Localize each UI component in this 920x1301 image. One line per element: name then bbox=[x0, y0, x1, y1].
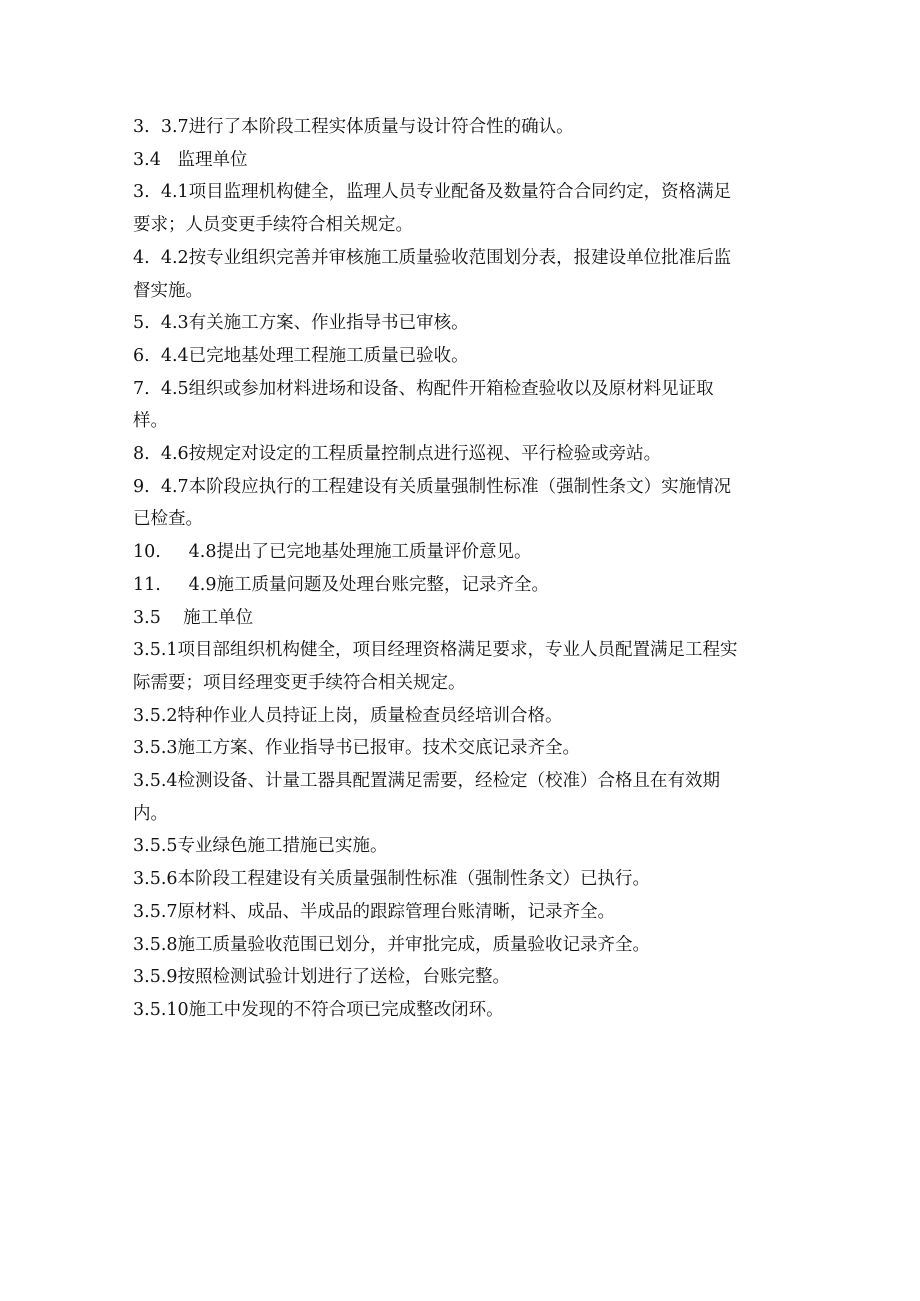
text-line: 7. 4.5组织或参加材料进场和设备、构配件开箱检查验收以及原材料见证取 bbox=[133, 378, 714, 399]
text-line: 3.5.1项目部组织机构健全，项目经理资格满足要求，专业人员配置满足工程实 bbox=[133, 640, 738, 661]
text-line: 督实施。 bbox=[133, 280, 203, 301]
text-line: 3. 4.1项目监理机构健全，监理人员专业配备及数量符合合同约定，资格满足 bbox=[133, 182, 732, 203]
text-line: 样。 bbox=[133, 411, 168, 432]
text-line: 3. 3.7进行了本阶段工程实体质量与设计符合性的确认。 bbox=[133, 117, 574, 137]
text-line: 3.5.10施工中发现的不符合项已完成整改闭环。 bbox=[133, 999, 504, 1020]
text-line: 已检查。 bbox=[133, 509, 203, 530]
text-line: 3.5.4检测设备、计量工器具配置满足需要，经检定（校准）合格且在有效期 bbox=[133, 771, 721, 792]
text-line: 3.5.7原材料、成品、半成品的跟踪管理台账清晰，记录齐全。 bbox=[133, 901, 616, 922]
text-line: 3.5.9按照检测试验计划进行了送检，台账完整。 bbox=[133, 967, 511, 988]
text-line: 3.5.5专业绿色施工措施已实施。 bbox=[133, 836, 388, 857]
text-line: 5. 4.3有关施工方案、作业指导书已审核。 bbox=[133, 313, 469, 334]
text-line: 6. 4.4已完地基处理工程施工质量已验收。 bbox=[133, 345, 469, 366]
section-heading-3-5: 3.5 施工单位 bbox=[133, 607, 254, 628]
text-line: 11. 4.9施工质量问题及处理台账完整，记录齐全。 bbox=[133, 574, 549, 595]
text-line: 8. 4.6按规定对设定的工程质量控制点进行巡视、平行检验或旁站。 bbox=[133, 444, 662, 465]
text-line: 10. 4.8提出了已完地基处理施工质量评价意见。 bbox=[133, 542, 532, 563]
text-line: 要求；人员变更手续符合相关规定。 bbox=[133, 215, 413, 236]
text-line: 内。 bbox=[133, 803, 168, 824]
text-line: 3.5.6本阶段工程建设有关质量强制性标准（强制性条文）已执行。 bbox=[133, 869, 651, 890]
text-line: 3.5.3施工方案、作业指导书已报审。技术交底记录齐全。 bbox=[133, 738, 581, 759]
text-line: 4. 4.2按专业组织完善并审核施工质量验收范围划分表，报建设单位批准后监 bbox=[133, 247, 732, 268]
text-line: 3.5.8施工质量验收范围已划分，并审批完成，质量验收记录齐全。 bbox=[133, 934, 651, 955]
text-line: 际需要；项目经理变更手续符合相关规定。 bbox=[133, 672, 466, 693]
text-line: 3.5.2特种作业人员持证上岗，质量检查员经培训合格。 bbox=[133, 705, 563, 726]
document-body bbox=[133, 111, 788, 1027]
section-heading-3-4: 3.4 监理单位 bbox=[133, 149, 248, 170]
text-line: 9. 4.7本阶段应执行的工程建设有关质量强制性标准（强制性条文）实施情况 bbox=[133, 476, 732, 497]
